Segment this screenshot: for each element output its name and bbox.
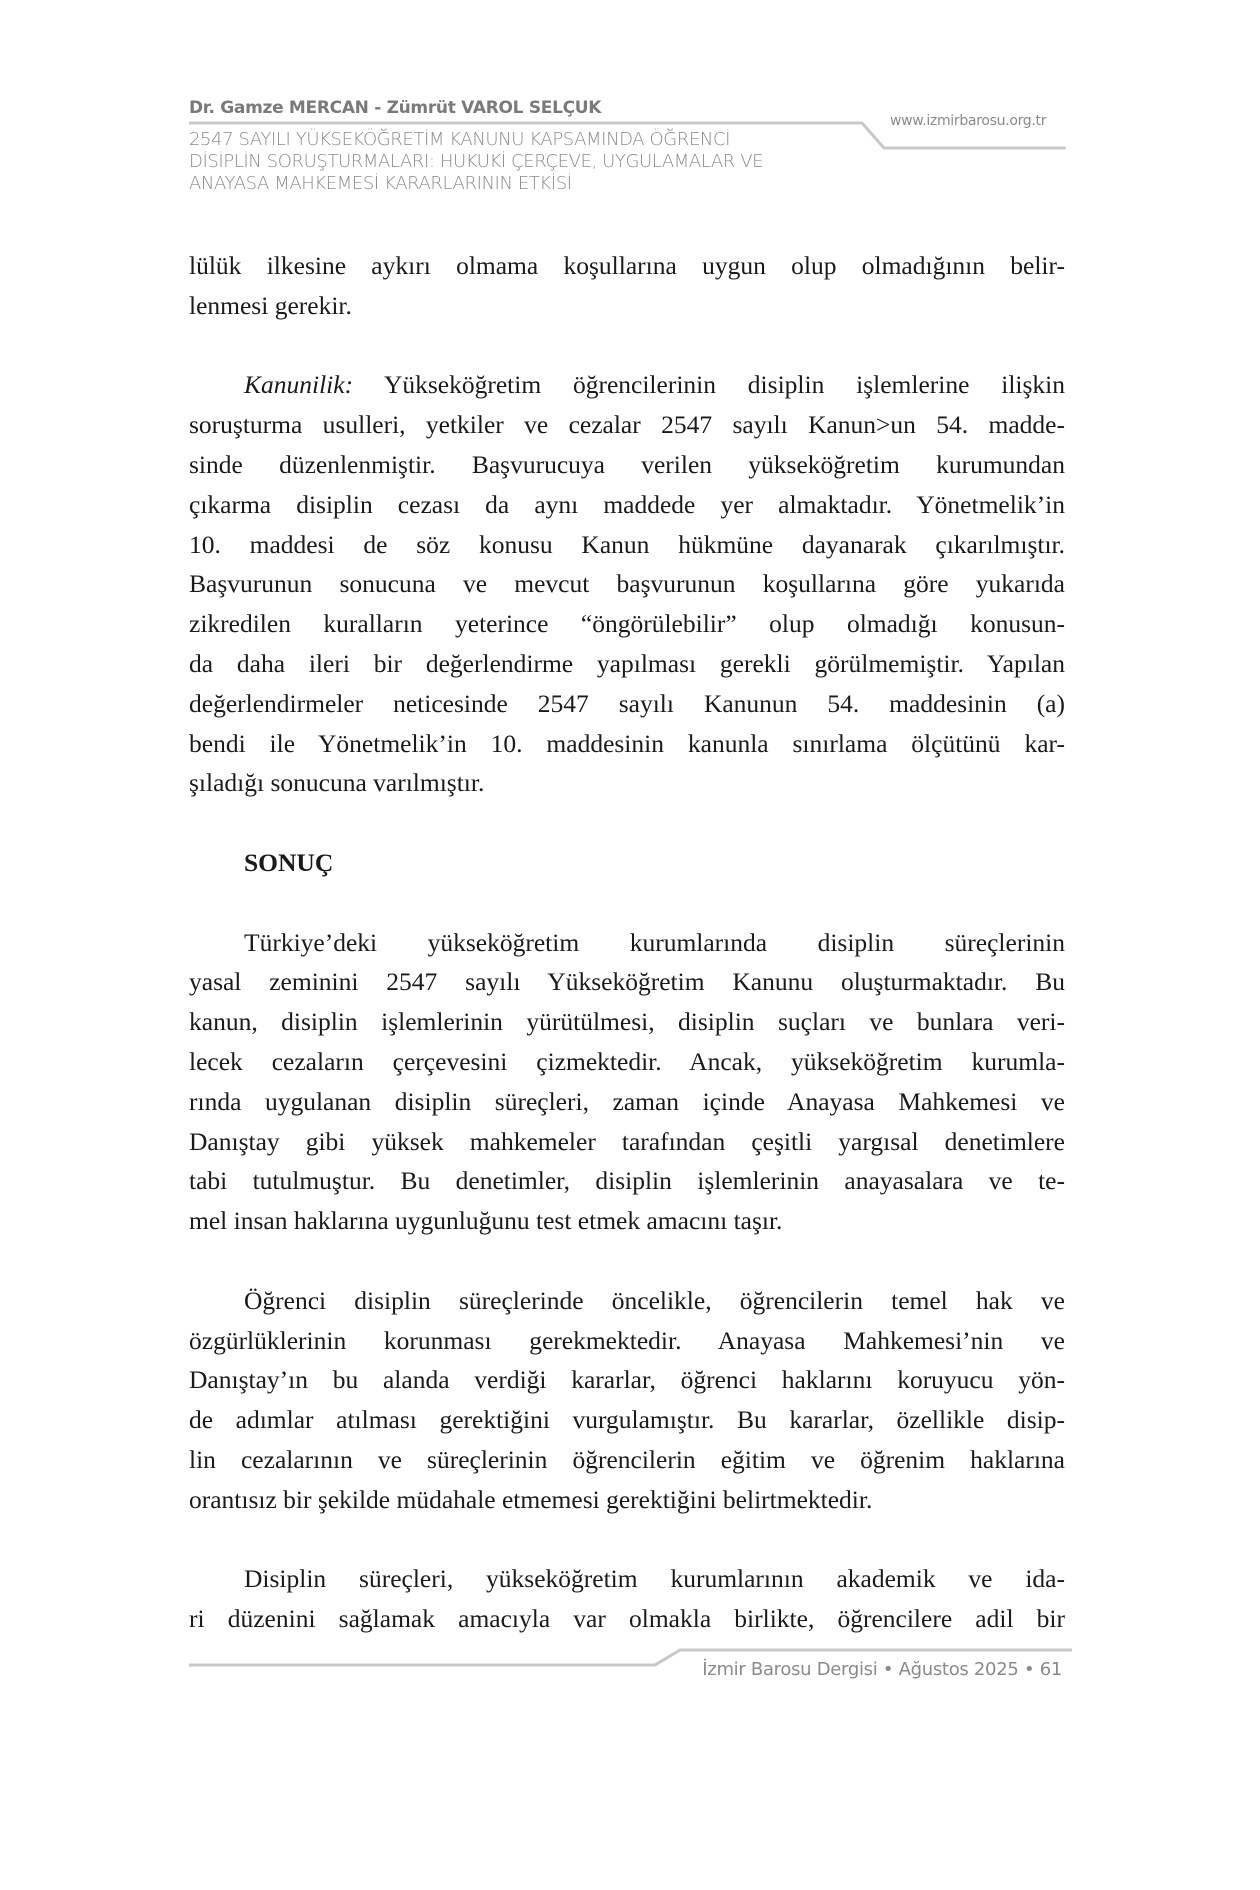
text-line: de adımlar atılması gerektiğini vurgulamıştır. Bu kararlar, özellikle disip- xyxy=(189,1405,1065,1435)
article-title-line: DİSİPLİN SORUŞTURMALARI: HUKUKİ ÇERÇEVE, UYGULAMALAR VE xyxy=(189,151,764,172)
website-url: www.izmirbarosu.org.tr xyxy=(890,113,1047,129)
page-footer xyxy=(702,1659,1062,1680)
article-title-line: ANAYASA MAHKEMESİ KARARLARININ ETKİSİ xyxy=(189,173,572,194)
paragraph-gap xyxy=(189,1241,1065,1281)
footer-separator: • xyxy=(1023,1659,1035,1680)
text-line: Türkiye’deki yükseköğretim kurumlarında disiplin süreçlerinin xyxy=(244,927,1065,957)
text-line: lin cezalarının ve süreçlerinin öğrencilerin eğitim ve öğrenim haklarına xyxy=(189,1444,1065,1474)
text-line: soruşturma usulleri, yetkiler ve cezalar 2547 sayılı Kanun>un 54. madde- xyxy=(189,410,1065,440)
header-rule xyxy=(189,123,1066,148)
text-line: mel insan haklarına uygunluğunu test etmek amacını taşır. xyxy=(189,1206,783,1236)
text-line: tabi tutulmuştur. Bu denetimler, disiplin işlemlerinin anayasalara ve te- xyxy=(189,1166,1065,1196)
text-line: Başvurunun sonucuna ve mevcut başvurunun koşullarına göre yukarıda xyxy=(189,569,1065,599)
text-line: da daha ileri bir değerlendirme yapılması gerekli görülmemiştir. Yapılan xyxy=(189,648,1065,678)
text-line: değerlendirmeler neticesinde 2547 sayılı Kanunun 54. maddesinin (a) xyxy=(189,688,1065,718)
text-line: zikredilen kuralların yeterince “öngörülebilir” olup olmadığı konusun- xyxy=(189,609,1065,639)
journal-name: İzmir Barosu Dergisi xyxy=(702,1659,878,1680)
text-line: 10. maddesi de söz konusu Kanun hükmüne dayanarak çıkarılmıştır. xyxy=(189,529,1065,559)
text-line: şıladığı sonucuna varılmıştır. xyxy=(189,768,485,798)
text-line: Danıştay’ın bu alanda verdiği kararlar, öğrenci haklarını koruyucu yön- xyxy=(189,1365,1065,1395)
text-line: kanun, disiplin işlemlerinin yürütülmesi, disiplin suçları ve bunlara veri- xyxy=(189,1007,1065,1037)
paragraph-gap xyxy=(189,883,1065,923)
text-line: ri düzenini sağlamak amacıyla var olmakla birlikte, öğrencilere adil bir xyxy=(189,1604,1065,1634)
lead-term: Kanunilik: xyxy=(244,370,354,400)
text-line: Danıştay gibi yüksek mahkemeler tarafından çeşitli yargısal denetimlere xyxy=(189,1126,1065,1156)
issue-date: Ağustos 2025 xyxy=(898,1659,1019,1680)
text-line: sinde düzenlenmiştir. Başvurucuya verilen yükseköğretim kurumundan xyxy=(189,449,1065,479)
footer-separator: • xyxy=(882,1659,894,1680)
text-line: yasal zeminini 2547 sayılı Yükseköğretim Kanunu oluşturmaktadır. Bu xyxy=(189,967,1065,997)
text-line: lenmesi gerekir. xyxy=(189,290,352,320)
text-line: rında uygulanan disiplin süreçleri, zaman içinde Anayasa Mahkemesi ve xyxy=(189,1086,1065,1116)
text-line: Öğrenci disiplin süreçlerinde öncelikle, öğrencilerin temel hak ve xyxy=(244,1285,1065,1315)
text-line: lecek cezaların çerçevesini çizmektedir. Ancak, yükseköğretim kurumla- xyxy=(189,1046,1065,1076)
text-line: özgürlüklerinin korunması gerekmektedir. Anayasa Mahkemesi’nin ve xyxy=(189,1325,1065,1355)
text-line xyxy=(189,365,1065,405)
article-authors: Dr. Gamze MERCAN - Zümrüt VAROL SELÇUK xyxy=(189,98,602,118)
paragraph-gap xyxy=(189,1520,1065,1560)
section-heading: SONUÇ xyxy=(244,847,334,877)
text-line: orantısız bir şekilde müdahale etmemesi gerektiğini belirtmektedir. xyxy=(189,1484,873,1514)
text-line: Disiplin süreçleri, yükseköğretim kurumlarının akademik ve ida- xyxy=(244,1564,1065,1594)
text-line: lülük ilkesine aykırı olmama koşullarına uygun olup olmadığının belir- xyxy=(189,251,1065,280)
text-line-content: Yükseköğretim öğrencilerinin disiplin işlemlerine ilişkin xyxy=(353,370,1065,400)
article-title-line: 2547 SAYILI YÜKSEKÖĞRETİM KANUNU KAPSAMINDA ÖĞRENCİ xyxy=(189,129,731,150)
paragraph-gap xyxy=(189,803,1065,843)
text-line: bendi ile Yönetmelik’in 10. maddesinin kanunla sınırlama ölçütünü kar- xyxy=(189,728,1065,758)
page-number: 61 xyxy=(1039,1659,1062,1680)
article-body xyxy=(189,246,1065,1639)
text-line: çıkarma disiplin cezası da aynı maddede yer almaktadır. Yönetmelik’in xyxy=(189,489,1065,519)
paragraph-gap xyxy=(189,326,1065,366)
